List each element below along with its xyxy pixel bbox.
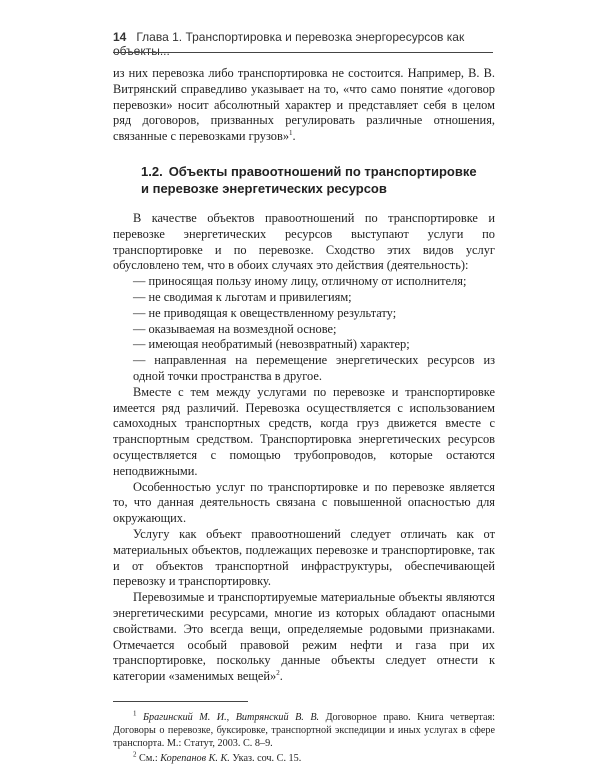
paragraph-5: Перевозимые и транспортируемые материальные объекты являются энергетическими ресурсами, многие из которых обладают опасными свойствами. Это всегда вещи, определяемые родовыми признаками. Отмечается особый правовой режим нефти и газа при их транспортировке, поскольку данные объекты следует отнести к категории «заменимых вещей»$^2$. bbox=[113, 590, 495, 684]
footnote-text: Договорное право. Книга четвертая: Договоры о перевозке, буксировке, транспортной экспедиции и иных услугах в сфере транспорта. М.: Статут, 2003. С. 8–9. bbox=[113, 711, 495, 749]
footnote-authors: Корепанов К. К. bbox=[160, 752, 230, 764]
list-item: — оказываемая на возмездной основе; bbox=[133, 321, 337, 336]
list bbox=[113, 274, 495, 385]
running-title: Глава 1. Транспортировка и перевозка энергоресурсов как объекты... bbox=[113, 30, 465, 58]
header-rule bbox=[113, 52, 493, 53]
footnote-prefix: См.: bbox=[136, 752, 161, 764]
list-item: — не сводимая к льготам и привилегиям; bbox=[133, 289, 352, 304]
footnote-mark: 1 bbox=[133, 709, 137, 718]
footnote-authors: Брагинский М. И., Витрянский В. В. bbox=[142, 711, 320, 723]
section-title-line1: Объекты правоотношений по транспортировке bbox=[168, 163, 477, 179]
paragraph-5-text: Перевозимые и транспортируемые материальные объекты являются энергетическими ресурсами, многие из которых обладают опасными свойствами. Это всегда вещи, определяемые родовыми признаками. Отмечается особый правовой режим нефти и газа при их транспортировке, поскольку данные объекты следует отнести к категории «заменимых вещей» bbox=[113, 590, 495, 684]
page-number: 14 bbox=[113, 30, 127, 44]
footnote-2 bbox=[113, 752, 495, 765]
list-item: — направленная на перемещение энергетических ресурсов из одной точки пространства в другое. bbox=[133, 353, 495, 383]
footnote-1 bbox=[113, 711, 495, 750]
intro-text: из них перевозка либо транспортировка не состоится. Например, В. В. Витрянский справедливо указывает на то, «что само понятие «договор перевозки» носит абсолютный характер и представляет себя в целом ряд договоров, призванных регулировать различные отношения, связанные с перевозками грузов» bbox=[113, 66, 495, 144]
list-item: — не приводящая к овеществленному результату; bbox=[133, 305, 397, 320]
section-number: 1.2. bbox=[141, 163, 163, 179]
running-header bbox=[113, 30, 493, 58]
section-title-line2: и перевозке энергетических ресурсов bbox=[141, 180, 387, 196]
paragraph-2: Вместе с тем между услугами по перевозке и транспортировке имеется ряд различий. Перевозка осуществляется с использованием самоходных транспортных средств, когда груз движется вместе с транспортным средством. Транспортировка энергетических ресурсов осуществляется с помощью трубопроводов, которые остаются неподвижными. bbox=[113, 384, 495, 478]
footnote-text: Указ. соч. С. 15. bbox=[229, 752, 302, 764]
section-heading bbox=[141, 163, 495, 197]
paragraph-3: Особенностью услуг по транспортировке и по перевозке является то, что данная деятельность связана с повышенной опасностью для окружающих. bbox=[113, 479, 495, 526]
footnote-rule bbox=[113, 701, 248, 702]
intro-paragraph: из них перевозка либо транспортировка не состоится. Например, В. В. Витрянский справедливо указывает на то, «что само понятие «договор перевозки» носит абсолютный характер и представляет себя в целом ряд договоров, призванных регулировать различные отношения, связанные с перевозками грузов»$^1$. bbox=[113, 66, 495, 144]
list-item: — приносящая пользу иному лицу, отличному от исполнителя; bbox=[133, 274, 467, 289]
footnote-ref-2[interactable]: 2 bbox=[276, 668, 280, 677]
footnote-mark: 2 bbox=[133, 750, 137, 759]
footnote-ref-1[interactable]: 1 bbox=[289, 129, 293, 138]
page-body bbox=[113, 66, 495, 765]
list-item: — имеющая необратимый (невозвратный) характер; bbox=[133, 337, 410, 352]
paragraph-4: Услугу как объект правоотношений следует отличать как от материальных объектов, подлежащих перевозке и транспортировке, так и от объектов транспортной инфраструктуры, обеспечивающей перевозку и транспортировку. bbox=[113, 526, 495, 589]
paragraph-1: В качестве объектов правоотношений по транспортировке и перевозке энергетических ресурсов выступают услуги по транспортировке и по перевозке. Сходство этих видов услуг обусловлено тем, что в обоих случаях это действия (деятельность): bbox=[113, 210, 495, 273]
